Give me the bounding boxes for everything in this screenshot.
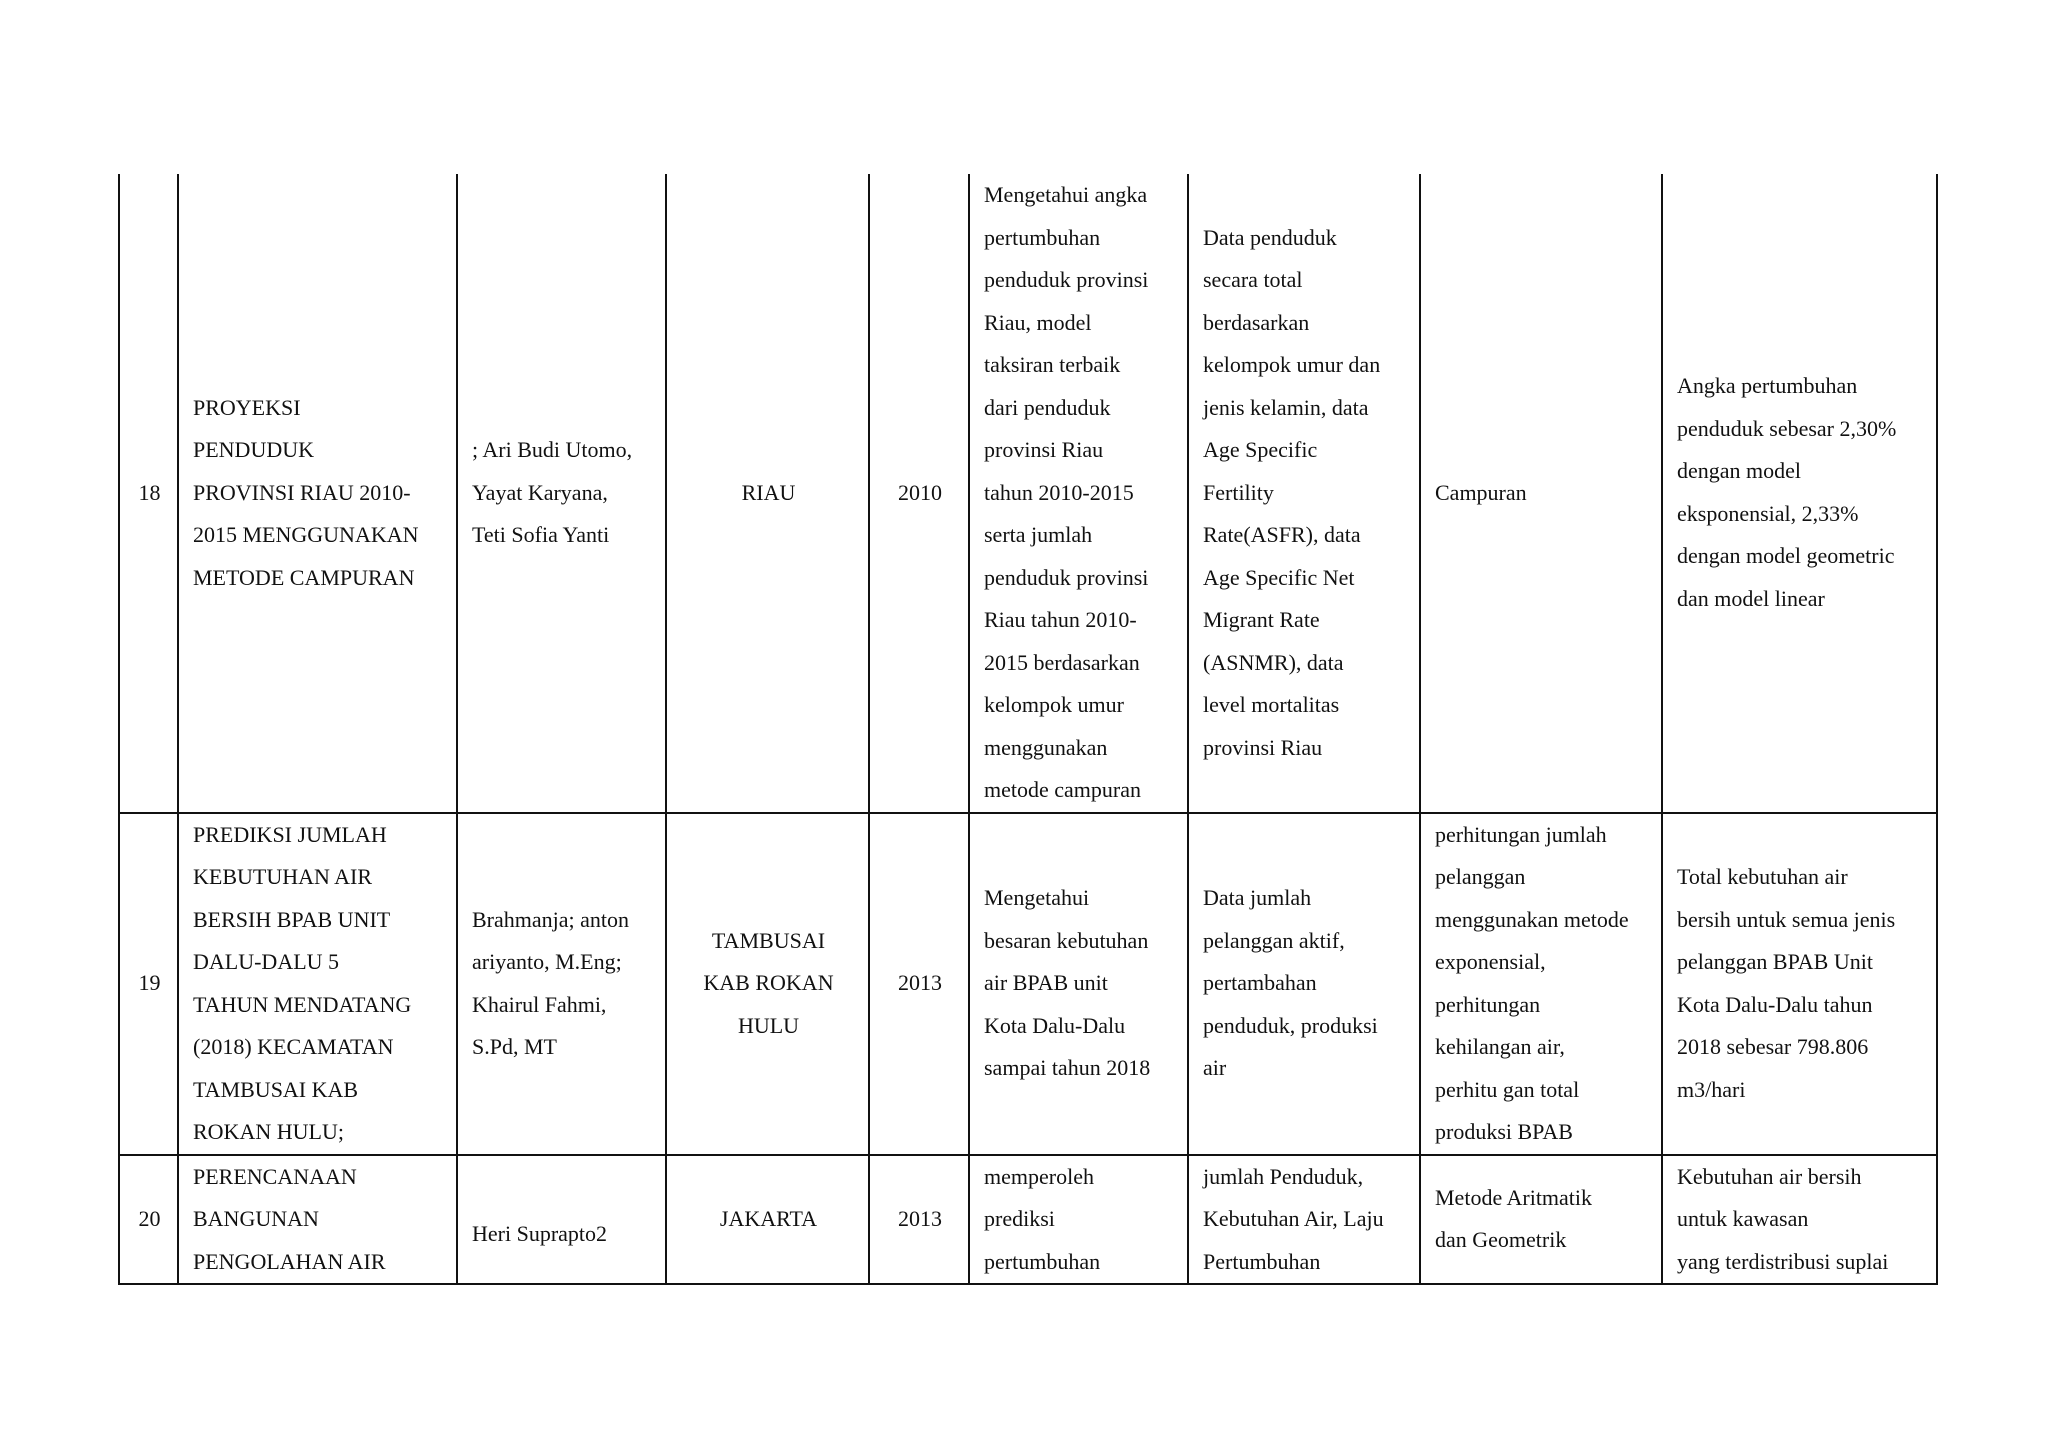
data-cell (1188, 174, 1420, 813)
research-method: perhitungan jumlah pelanggan menggunakan metode exponensial, perhitungan kehilangan air, perhitu gan total produksi BPAB (1435, 821, 1629, 1144)
data-cell (1188, 1155, 1420, 1285)
research-objective: memperoleh prediksi pertumbuhan (984, 1163, 1101, 1274)
row-number: 20 (138, 1206, 161, 1231)
row-number-cell (119, 813, 178, 1155)
objective-cell (969, 174, 1188, 813)
row-number: 19 (138, 970, 161, 996)
method-cell (1420, 174, 1662, 813)
author-names: Heri Suprapto2 (472, 1221, 608, 1246)
research-year: 2010 (898, 479, 942, 505)
author-cell (457, 813, 666, 1155)
year-cell (869, 813, 969, 1155)
author-cell (457, 1155, 666, 1285)
research-title: PERENCANAAN BANGUNAN PENGOLAHAN AIR (193, 1163, 386, 1274)
research-method: Campuran (1435, 479, 1527, 505)
location-cell (666, 1155, 869, 1285)
research-location: JAKARTA (719, 1206, 818, 1231)
title-cell (178, 174, 457, 813)
row-number-cell (119, 1155, 178, 1285)
result-cell (1662, 813, 1937, 1155)
research-data: Data jumlah pelanggan aktif, pertambahan penduduk, produksi air (1203, 885, 1378, 1081)
research-method: Metode Aritmatik dan Geometrik (1435, 1184, 1593, 1253)
result-cell (1662, 174, 1937, 813)
research-location: TAMBUSAI KAB ROKAN HULU (703, 927, 834, 1038)
research-result: Total kebutuhan air bersih untuk semua jenis pelanggan BPAB Unit Kota Dalu-Dalu tahun 2018 sebesar 798.806 m3/hari (1677, 864, 1896, 1102)
result-cell (1662, 1155, 1937, 1285)
location-cell (666, 174, 869, 813)
research-title: PREDIKSI JUMLAH KEBUTUHAN AIR BERSIH BPAB UNIT DALU-DALU 5 TAHUN MENDATANG (2018) KECAMATAN TAMBUSAI KAB ROKAN HULU; (193, 821, 412, 1144)
objective-cell (969, 1155, 1188, 1285)
table-row (119, 813, 1937, 1155)
research-result: Kebutuhan air bersih untuk kawasan yang terdistribusi suplai (1677, 1163, 1889, 1274)
table-row (119, 174, 1937, 813)
author-names: Brahmanja; anton ariyanto, M.Eng; Khairul Fahmi, S.Pd, MT (472, 906, 630, 1059)
research-year: 2013 (898, 1206, 942, 1231)
row-number: 18 (138, 479, 161, 505)
author-names: ; Ari Budi Utomo, Yayat Karyana, Teti Sofia Yanti (472, 437, 633, 547)
location-cell (666, 813, 869, 1155)
table-row (119, 1155, 1937, 1285)
research-year: 2013 (898, 970, 942, 996)
literature-review-table (118, 174, 1938, 1285)
research-title: PROYEKSI PENDUDUK PROVINSI RIAU 2010- 2015 MENGGUNAKAN METODE CAMPURAN (193, 394, 419, 590)
research-result: Angka pertumbuhan penduduk sebesar 2,30% dengan model eksponensial, 2,33% dengan model geometric dan model linear (1677, 373, 1897, 611)
year-cell (869, 174, 969, 813)
author-cell (457, 174, 666, 813)
research-data: Data penduduk secara total berdasarkan kelompok umur dan jenis kelamin, data Age Specific Fertility Rate(ASFR), data Age Specific Net Migrant Rate (ASNMR), data level mortalitas provinsi Riau (1203, 224, 1381, 760)
objective-cell (969, 813, 1188, 1155)
research-objective: Mengetahui besaran kebutuhan air BPAB unit Kota Dalu-Dalu sampai tahun 2018 (984, 885, 1151, 1081)
title-cell (178, 813, 457, 1155)
year-cell (869, 1155, 969, 1285)
research-data: jumlah Penduduk, Kebutuhan Air, Laju Pertumbuhan (1203, 1163, 1384, 1274)
research-objective: Mengetahui angka pertumbuhan penduduk provinsi Riau, model taksiran terbaik dari penduduk provinsi Riau tahun 2010-2015 serta jumlah penduduk provinsi Riau tahun 2010- 2015 berdasarkan kelompok umur menggunakan metode campuran (984, 182, 1149, 802)
research-location: RIAU (741, 479, 796, 505)
method-cell (1420, 1155, 1662, 1285)
method-cell (1420, 813, 1662, 1155)
data-cell (1188, 813, 1420, 1155)
row-number-cell (119, 174, 178, 813)
title-cell (178, 1155, 457, 1285)
